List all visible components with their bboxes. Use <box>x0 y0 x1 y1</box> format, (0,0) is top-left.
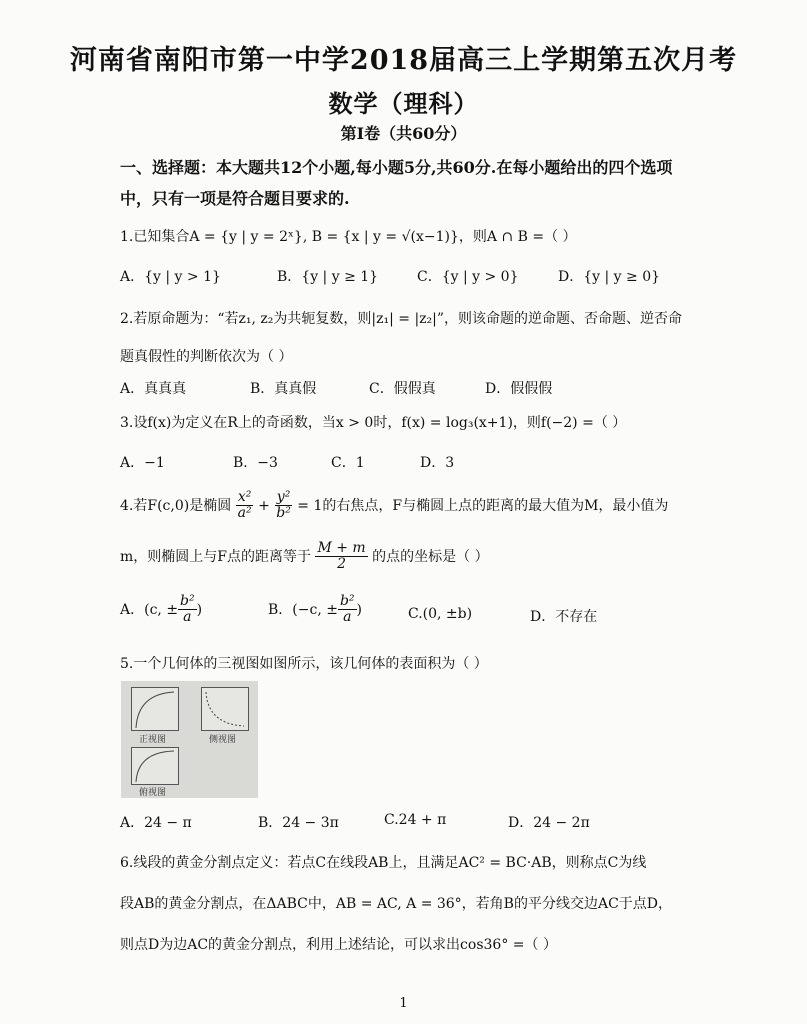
exam-title: 河南省南阳市第一中学2018届高三上学期第五次月考 <box>69 45 738 76</box>
top-view-curve <box>132 748 178 784</box>
q5-option-b: B．24 − 3π <box>258 815 339 831</box>
q1-option-c: C．{y | y > 0} <box>417 269 519 285</box>
q4-opt-a-den: a <box>183 609 192 626</box>
q4-option-c: C.(0, ±b) <box>408 606 473 622</box>
q3-option-d: D．3 <box>420 455 455 471</box>
q2-option-c: C．假假真 <box>369 381 436 397</box>
q4-fraction-y <box>274 490 293 522</box>
q4-opt-b-post: ) <box>356 601 362 618</box>
q4-frac-x-denominator: a² <box>237 505 252 522</box>
q4-frac-y-denominator: b² <box>276 505 291 522</box>
question-1-stem: 1.已知集合A = {y | y = 2ˣ}, B = {x | y = √(x−1)}，则A ∩ B =（ ） <box>120 229 577 245</box>
q4-stem-part-a: 4.若F(c,0)是椭圆 <box>120 497 232 514</box>
q4-opt-a-post: ) <box>196 601 203 618</box>
q4-opt-b-num: b² <box>339 593 355 609</box>
front-view-curve <box>132 688 178 730</box>
q2-option-a: A．真真真 <box>120 381 187 397</box>
question-5-stem: 5.一个几何体的三视图如图所示，该几何体的表面积为（ ） <box>120 656 488 672</box>
q1-option-d: D．{y | y ≥ 0} <box>558 269 661 285</box>
question-6-line3: 则点D为边AC的黄金分割点，利用上述结论，可以求出cos36° =（ ） <box>120 937 557 953</box>
q4-opt-b-pre: B．(−c, ± <box>268 601 338 618</box>
page-number: 1 <box>399 996 408 1011</box>
q4-frac-mean-denominator: 2 <box>337 556 347 573</box>
front-view-drawing <box>131 687 179 731</box>
side-view-curve <box>202 688 248 730</box>
q4-opt-a-fraction <box>178 594 197 626</box>
q5-option-c: C.24 + π <box>384 812 447 828</box>
q5-option-d: D．24 − 2π <box>508 815 590 831</box>
q4-opt-a-pre: A．(c, ± <box>120 601 179 618</box>
q5-option-a: A．24 − π <box>120 815 192 831</box>
front-view-label: 正视图 <box>139 735 167 745</box>
question-6-line2: 段AB的黄金分割点，在ΔABC中，AB = AC, A = 36°，若角B的平分线交边AC于点D， <box>120 896 673 912</box>
section-instructions-line1: 一、选择题：本大题共12个小题,每小题5分,共60分.在每小题给出的四个选项 <box>120 158 673 177</box>
q4-fraction-mean <box>315 541 367 573</box>
question-4-stem-line2 <box>120 541 489 573</box>
q4-option-b <box>268 594 362 626</box>
q2-option-b: B．真真假 <box>250 381 317 397</box>
q4-option-a <box>120 594 202 626</box>
q4-stem-part-b: = 1的右焦点，F与椭圆上点的距离的最大值为M，最小值为 <box>297 497 669 514</box>
question-2-stem-line1: 2.若原命题为：“若z₁, z₂为共轭复数，则|z₁| = |z₂|”，则该命题的逆命题、否命题、逆否命 <box>120 311 683 327</box>
q4-stem2-part-a: m，则椭圆上与F点的距离等于 <box>120 548 311 565</box>
question-3-stem: 3.设f(x)为定义在R上的奇函数，当x > 0时，f(x) = log₃(x+1)，则f(−2) =（ ） <box>120 415 627 431</box>
q3-option-b: B．−3 <box>233 455 278 471</box>
q4-opt-b-den: a <box>343 609 352 626</box>
q1-option-b: B．{y | y ≥ 1} <box>277 269 379 285</box>
top-view-drawing <box>131 747 179 785</box>
q4-stem2-part-b: 的点的坐标是（ ） <box>372 548 489 565</box>
q4-opt-a-num: b² <box>180 593 195 609</box>
exam-subtitle: 数学（理科） <box>328 89 479 118</box>
section-instructions-line2: 中，只有一项是符合题目要求的. <box>120 189 350 208</box>
q4-frac-y-numerator: y² <box>276 489 291 505</box>
q4-frac-mean-numerator: M + m <box>317 540 366 556</box>
question-6-line1: 6.线段的黄金分割点定义：若点C在线段AB上，且满足AC² = BC·AB，则称点C为线 <box>120 855 647 871</box>
question-4-stem-line1 <box>120 490 668 522</box>
q2-option-d: D．假假假 <box>485 381 553 397</box>
q3-option-a: A．−1 <box>120 455 165 471</box>
q4-fraction-x <box>236 490 254 522</box>
side-view-label: 侧视图 <box>209 735 237 745</box>
top-view-label: 俯视图 <box>139 788 167 798</box>
q4-opt-b-fraction <box>338 594 357 626</box>
q4-option-d: D．不存在 <box>530 609 598 625</box>
three-view-figure <box>121 681 258 798</box>
q3-option-c: C．1 <box>331 455 365 471</box>
question-2-stem-line2: 题真假性的判断依次为（ ） <box>120 349 293 365</box>
volume-heading: 第Ⅰ卷（共60分） <box>340 124 467 143</box>
side-view-drawing <box>201 687 249 731</box>
q4-plus: + <box>258 497 270 514</box>
q1-option-a: A．{y | y > 1} <box>120 269 221 285</box>
q4-frac-x-numerator: x² <box>237 489 252 505</box>
